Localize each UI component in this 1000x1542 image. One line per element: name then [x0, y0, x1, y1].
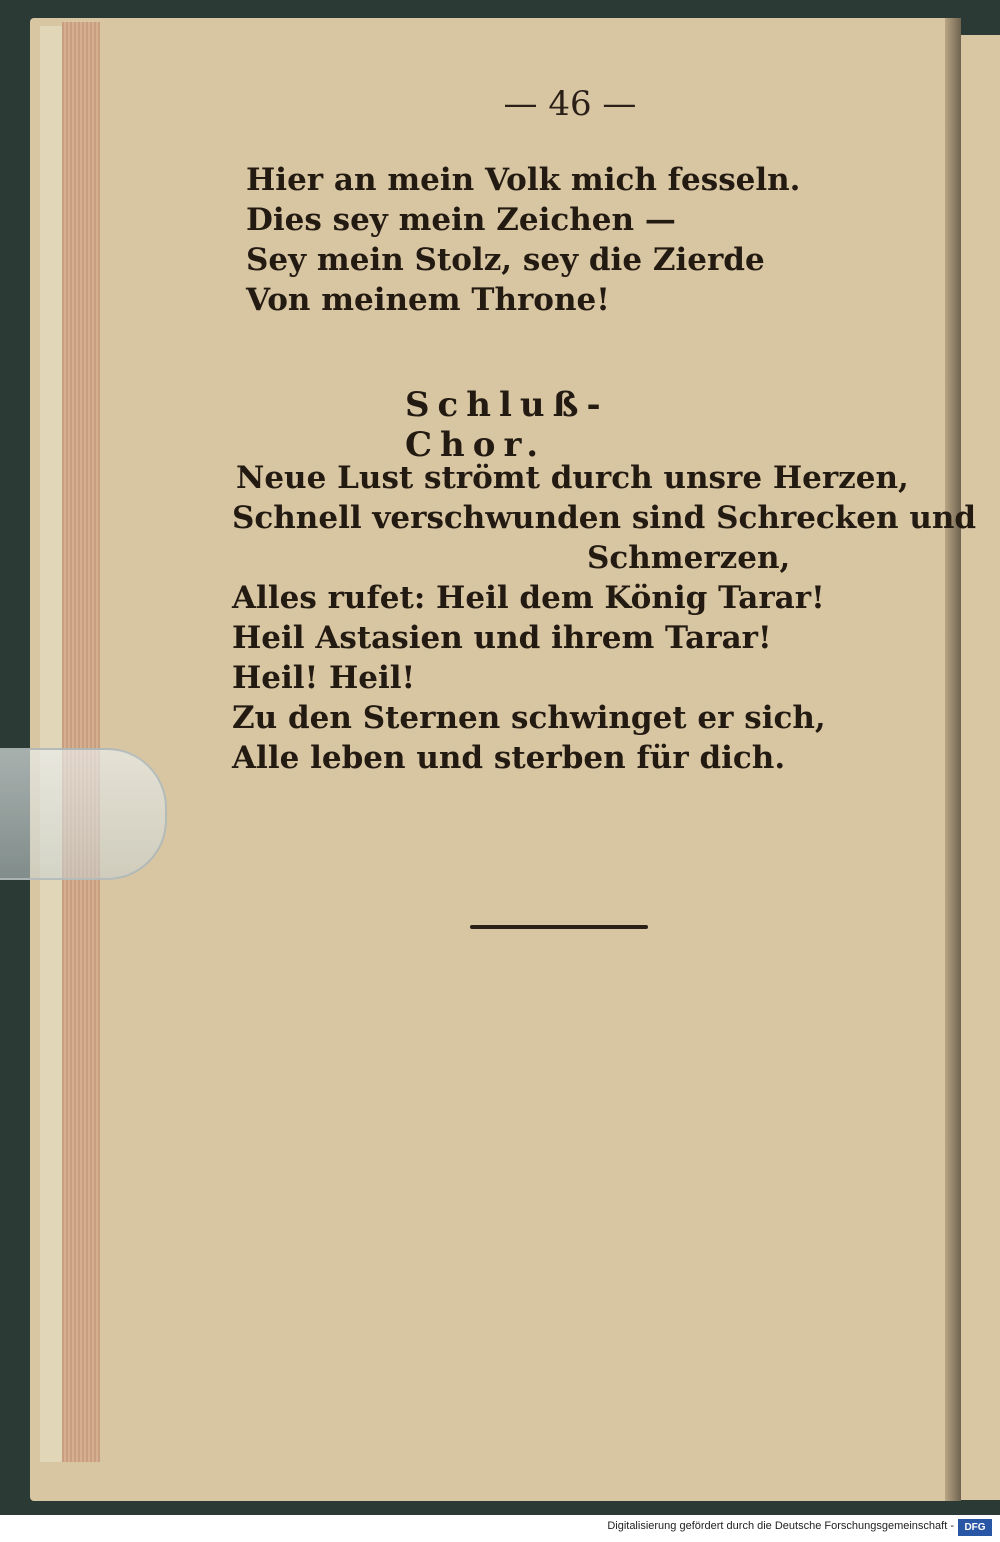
- chorus-line: Schmerzen,: [587, 540, 791, 576]
- chorus-line: Heil! Heil!: [232, 660, 416, 696]
- verse-line: Sey mein Stolz, sey die Zierde: [246, 242, 765, 278]
- chorus-line: Heil Astasien und ihrem Tarar!: [232, 620, 772, 656]
- dfg-logo: DFG: [958, 1519, 992, 1536]
- bookmark-clip: [0, 748, 167, 880]
- section-heading: Schluß-Chor.: [405, 385, 609, 465]
- footer-credit: Digitalisierung gefördert durch die Deutsche Forschungsgemeinschaft -: [607, 1520, 954, 1532]
- chorus-line: Alles rufet: Heil dem König Tarar!: [232, 580, 825, 616]
- end-rule: [470, 925, 648, 929]
- page-stack-edge: [62, 22, 100, 1462]
- footer-bar: [0, 1515, 1000, 1542]
- page-number: — 46 —: [503, 84, 637, 124]
- verse-line: Von meinem Throne!: [246, 282, 610, 318]
- chorus-block: [232, 458, 976, 778]
- chorus-line: Zu den Sternen schwinget er sich,: [232, 700, 826, 736]
- verse-line: Dies sey mein Zeichen —: [246, 202, 676, 238]
- chorus-line: Schnell verschwunden sind Schrecken und: [232, 500, 977, 536]
- chorus-line: Alle leben und sterben für dich.: [232, 740, 786, 776]
- chorus-line: Neue Lust strömt durch unsre Herzen,: [236, 460, 909, 496]
- verse-block: [246, 160, 800, 320]
- verse-line: Hier an mein Volk mich fesseln.: [246, 162, 801, 198]
- page-edge-light: [40, 26, 62, 1462]
